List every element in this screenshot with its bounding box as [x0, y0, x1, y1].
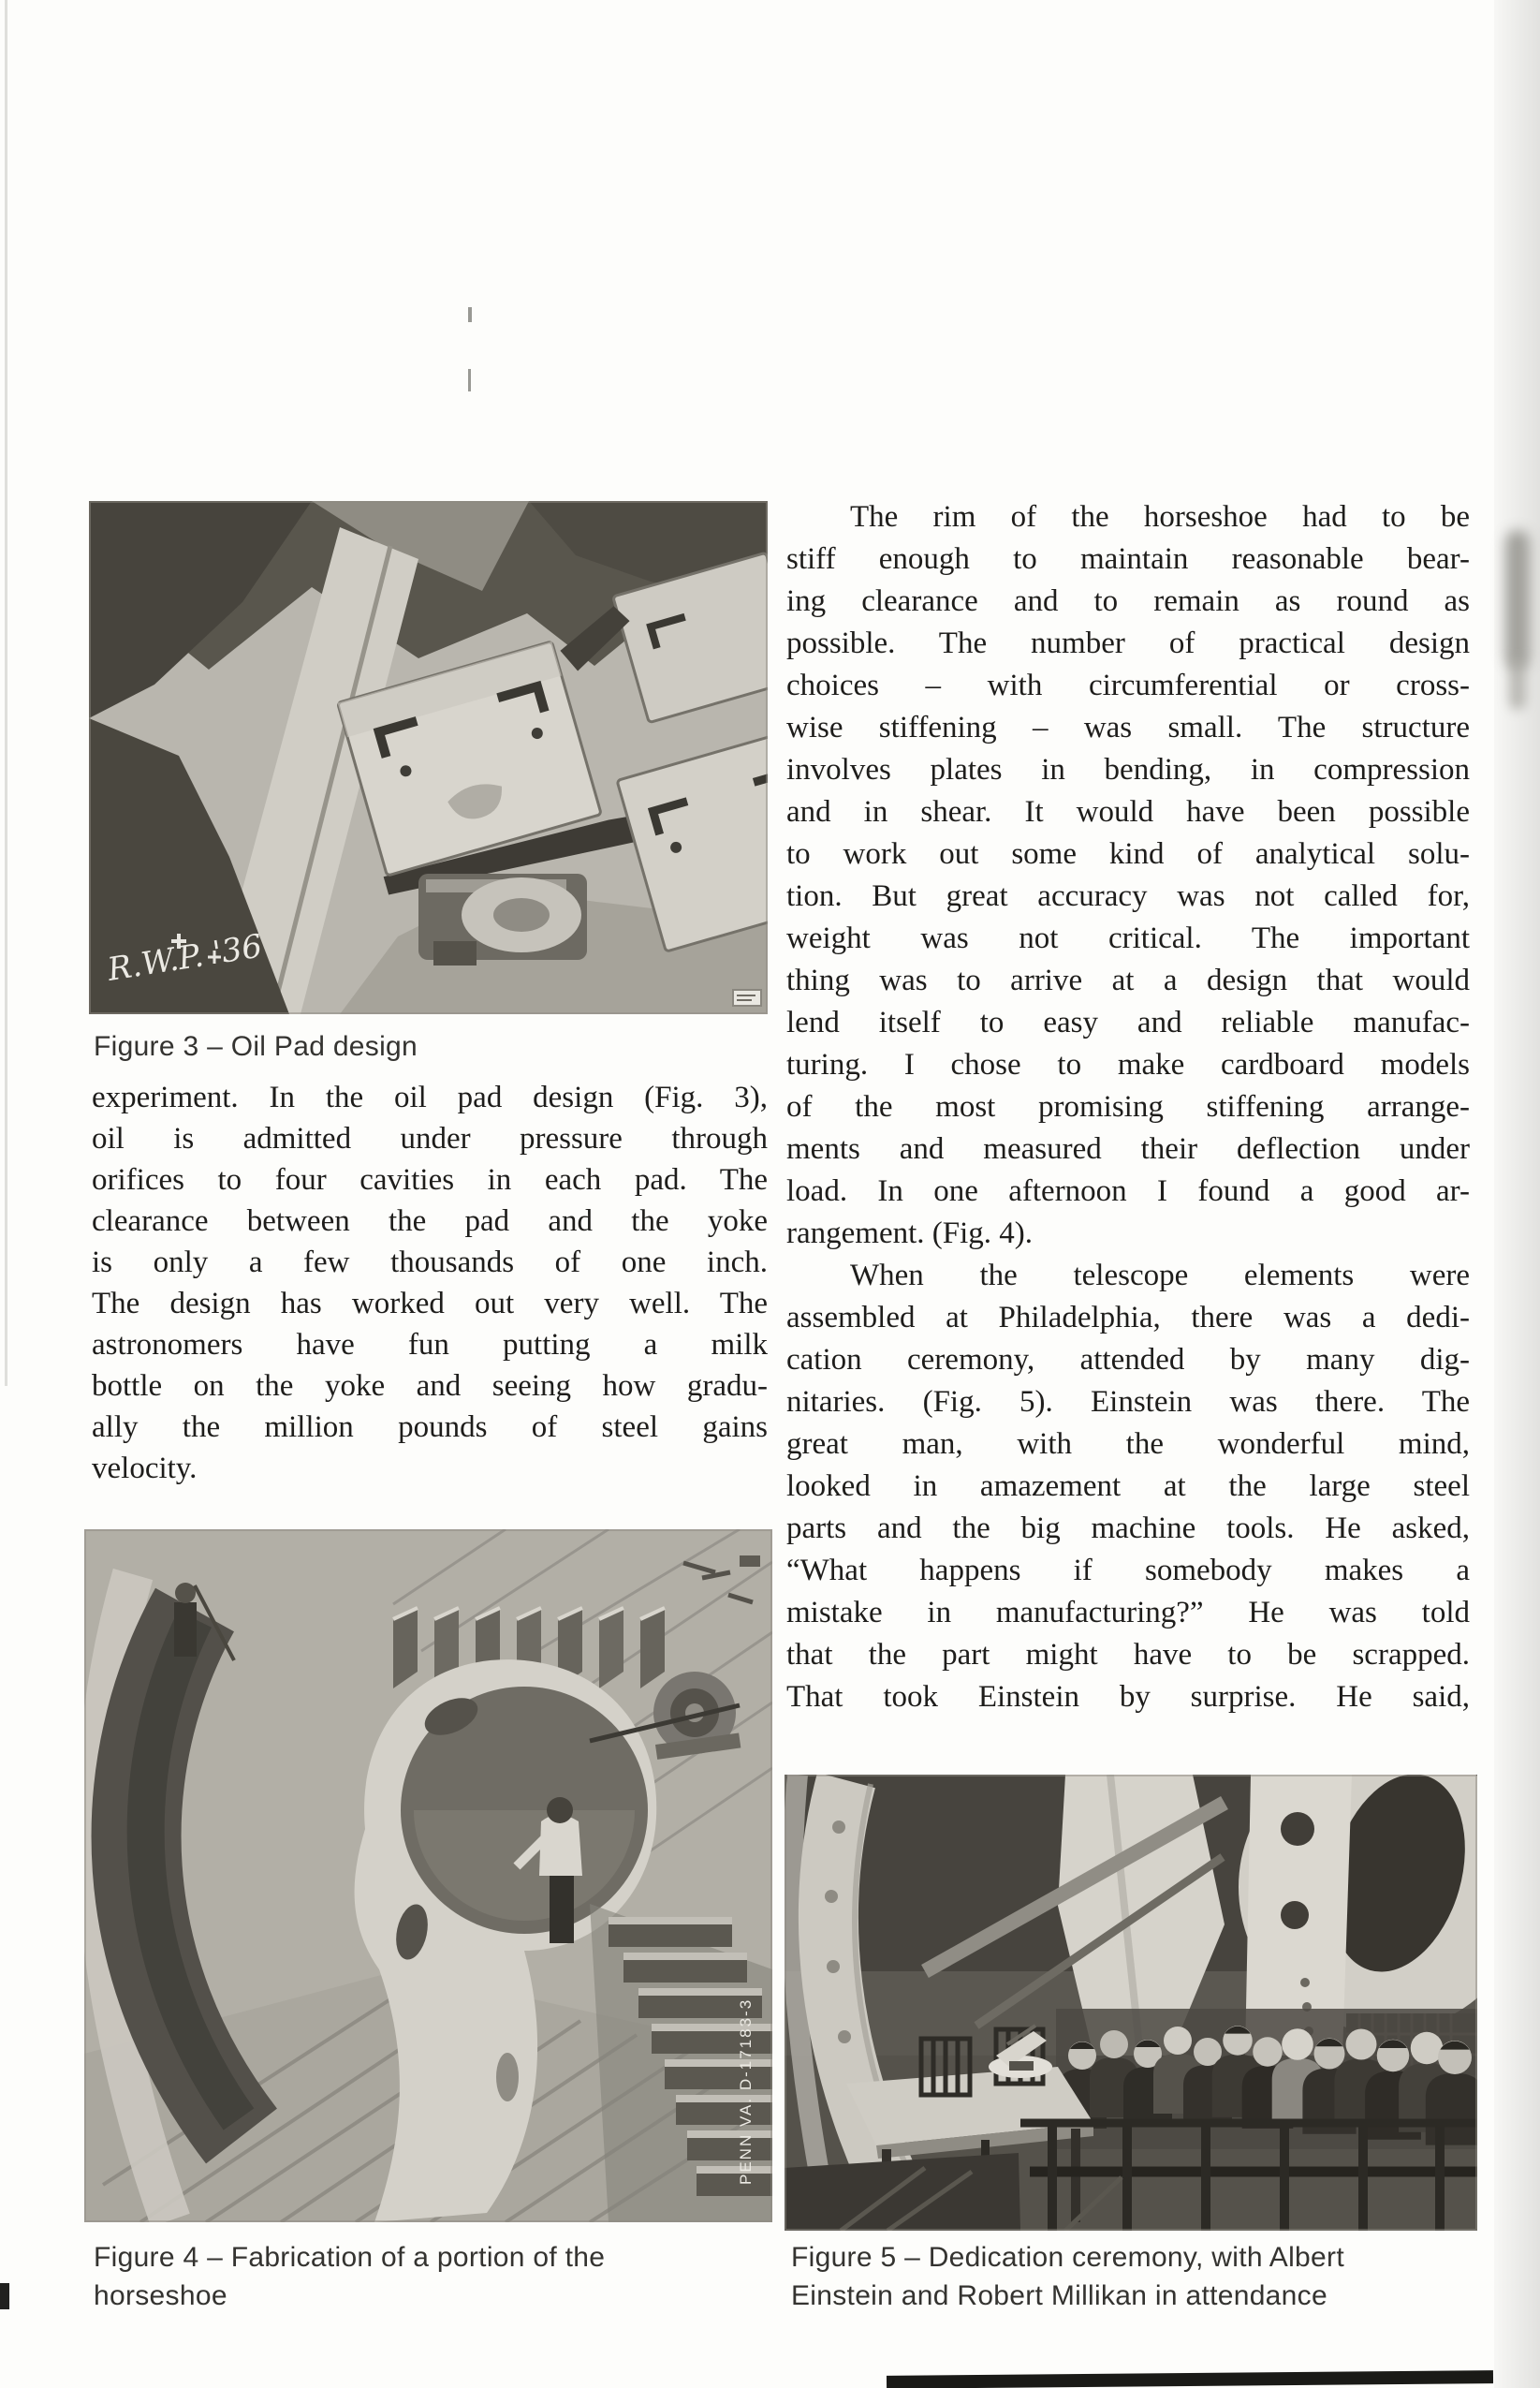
text-line: weight was not critical. The important	[786, 921, 1470, 955]
caption-line: Figure 4 – Fabrication of a portion of the	[94, 2242, 606, 2273]
text-line: nitaries. (Fig. 5). Einstein was there. The	[786, 1385, 1470, 1419]
text-line: wise stiffening – was small. The structure	[786, 711, 1470, 744]
text-line: orifices to four cavities in each pad. The	[92, 1163, 768, 1197]
text-line: “What happens if somebody makes a	[786, 1554, 1470, 1587]
text-line: The design has worked out very well. The	[92, 1287, 768, 1320]
text-line: velocity.	[92, 1452, 198, 1485]
text-line: looked in amazement at the large steel	[786, 1469, 1470, 1503]
text-line: turing. I chose to make cardboard models	[786, 1048, 1470, 1082]
text-line: cation ceremony, attended by many dig-	[786, 1343, 1470, 1377]
text-line: thing was to arrive at a design that would	[786, 964, 1470, 997]
text-line: lend itself to easy and reliable manufac-	[786, 1006, 1470, 1039]
text-line: oil is admitted under pressure through	[92, 1122, 768, 1156]
right-column-text	[786, 496, 1470, 1718]
figure-4-caption	[94, 2238, 605, 2315]
gutter-smudge	[1505, 530, 1530, 669]
paragraph	[786, 1255, 1470, 1718]
page-edge-line	[5, 0, 7, 1386]
figure-5-photo-dedication-ceremony	[785, 1775, 1477, 2231]
figure-3-caption: Figure 3 – Oil Pad design	[94, 1031, 418, 1062]
dust-speck	[468, 307, 472, 322]
figure-4-photo-horseshoe-fabrication	[84, 1529, 772, 2222]
text-line: The rim of the horseshoe had to be	[850, 500, 1470, 534]
text-line: tion. But great accuracy was not called for,	[786, 879, 1470, 913]
text-line: assembled at Philadelphia, there was a dedi-	[786, 1301, 1470, 1334]
text-line: that the part might have to be scrapped.	[786, 1638, 1470, 1672]
text-line: ing clearance and to remain as round as	[786, 584, 1470, 618]
text-line: choices – with circumferential or cross-	[786, 669, 1470, 702]
text-line: ments and measured their deflection under	[786, 1132, 1470, 1166]
photo-handwriting: R.W.P. '36	[105, 927, 265, 989]
photo-stamp-text: PENN VA. D-17183-3	[737, 1997, 755, 2185]
text-line: That took Einstein by surprise. He said,	[786, 1680, 1470, 1714]
text-line: load. In one afternoon I found a good ar-	[786, 1174, 1470, 1208]
figure-5-caption	[791, 2238, 1344, 2315]
text-line: to work out some kind of analytical solu-	[786, 837, 1470, 871]
ceremony-photo-artwork	[785, 1775, 1477, 2231]
caption-line: Figure 5 – Dedication ceremony, with Albert	[791, 2242, 1344, 2273]
text-line: of the most promising stiffening arrange-	[786, 1090, 1470, 1124]
paragraph	[92, 1077, 768, 1489]
caption-line: Einstein and Robert Millikan in attendance	[791, 2280, 1327, 2311]
caption-line: horseshoe	[94, 2280, 227, 2311]
text-line: clearance between the pad and the yoke	[92, 1204, 768, 1238]
text-line: ally the million pounds of steel gains	[92, 1410, 768, 1444]
left-column-text	[92, 1077, 768, 1489]
text-line: bottle on the yoke and seeing how gradu-	[92, 1369, 768, 1403]
text-line: parts and the big machine tools. He asked,	[786, 1511, 1470, 1545]
text-line: possible. The number of practical design	[786, 626, 1470, 660]
horseshoe-photo-artwork	[84, 1529, 772, 2222]
text-line: stiff enough to maintain reasonable bear-	[786, 542, 1470, 576]
photo-corner-label	[733, 990, 761, 1006]
text-line: is only a few thousands of one inch.	[92, 1246, 768, 1279]
scan-dark-band	[887, 2370, 1493, 2388]
dust-speck	[468, 369, 471, 391]
text-line: and in shear. It would have been possible	[786, 795, 1470, 829]
oil-pad-photo-artwork	[89, 501, 768, 1014]
book-gutter-shadow	[1494, 0, 1540, 2388]
text-line: astronomers have fun putting a milk	[92, 1328, 768, 1362]
text-line: rangement. (Fig. 4).	[786, 1216, 1034, 1250]
text-line: great man, with the wonderful mind,	[786, 1427, 1470, 1461]
text-line: involves plates in bending, in compression	[786, 753, 1470, 787]
text-line: When the telescope elements were	[850, 1259, 1470, 1292]
scan-mark	[0, 2283, 9, 2309]
paragraph	[786, 496, 1470, 1255]
figure-3-photo-oil-pad	[89, 501, 768, 1014]
text-line: experiment. In the oil pad design (Fig. 3),	[92, 1081, 768, 1114]
gutter-smudge	[1509, 656, 1526, 710]
text-line: mistake in manufacturing?” He was told	[786, 1596, 1470, 1629]
